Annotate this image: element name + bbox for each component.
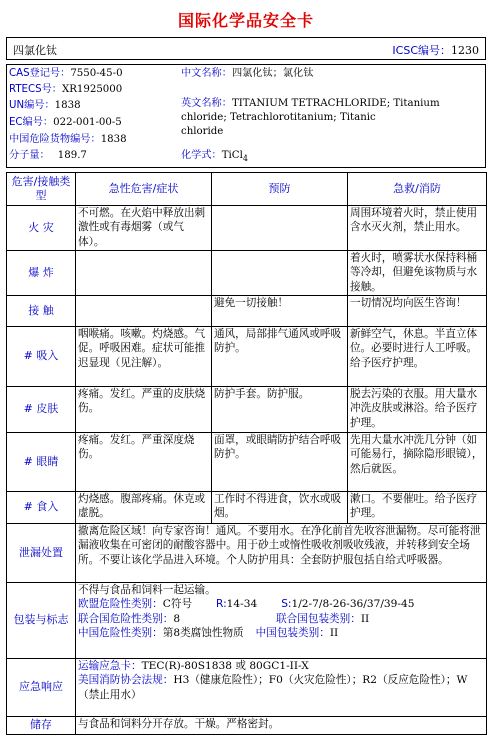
un-class-value: 8: [173, 612, 181, 625]
un-pack-label: 联合国包装类别：: [276, 612, 361, 625]
s-label: S:: [281, 598, 292, 611]
ec-line: [9, 116, 122, 130]
row-prevention: 通风，局部排气通风或呼吸防护。: [212, 327, 348, 387]
nfpa-line: [78, 673, 484, 702]
table-row: [7, 251, 487, 296]
row-prevention: 工作时不得进食，饮水或吸烟。: [212, 492, 348, 524]
rtecs-value: XR1925000: [61, 84, 123, 95]
packaging-label: 包装与标志: [7, 583, 76, 659]
storage-row: [7, 717, 487, 735]
ename-value-1: TITANIUM TETRACHLORIDE; Titanium: [231, 98, 440, 109]
spill-text: 撤离危险区域！向专家咨询！通风。不要用水。在净化前首先收容泄漏物。尽可能将泄漏液收集在可密闭的耐酸容器中。用于砂土或惰性吸收剂吸收残液，并转移到安全场所。不要让该化学品进入环境。个人防护用具：全套防护服包括自给式呼吸器。: [76, 524, 487, 583]
packaging-row: [7, 583, 487, 659]
row-symptom: 疼痛。发红。严重的皮肤烧伤。: [76, 387, 212, 433]
row-aid: 一切情况均向医生咨询！: [348, 296, 487, 327]
cas-label: CAS登记号：: [9, 68, 71, 79]
row-type: # 食入: [7, 492, 76, 524]
row-aid: 先用大量水冲洗几分钟（如可能易行，摘除隐形眼镜），然后就医。: [348, 433, 487, 492]
row-prevention: [212, 206, 348, 251]
emergency-card-value: TEC(R)-80S1838 或 80GC1-II-X: [141, 660, 309, 672]
icsc-label: ICSC编号：: [392, 44, 451, 57]
row-symptom: 灼烧感。腹部疼痛。休克或虚脱。: [76, 492, 212, 524]
hazard-table: [6, 172, 487, 735]
emergency-content: [76, 659, 487, 717]
row-aid: 周围环境着火时，禁止使用含水灭火剂，禁止用水。: [348, 206, 487, 251]
formula-line: [181, 149, 248, 166]
cn-value: 1838: [100, 134, 127, 145]
ename-line-2: chloride; Tetrachlorotitanium; Titanic: [181, 112, 376, 123]
rtecs-label: RTECS号：: [9, 84, 62, 95]
nfpa-label: 美国消防协会法规：: [78, 674, 174, 687]
row-aid: 脱去污染的衣服。用大量水冲洗皮肤或淋浴。给予医疗护理。: [348, 387, 487, 433]
row-symptom: [76, 251, 212, 296]
emergency-row: [7, 659, 487, 717]
cn-line: [9, 133, 127, 147]
header-type: 危害/接触类型: [7, 173, 76, 206]
table-row: [7, 492, 487, 524]
table-row: [7, 206, 487, 251]
cn-pack-value: II: [329, 627, 339, 640]
card-title: 国际化学品安全卡: [177, 11, 314, 30]
packaging-note: 不得与食品和饲料一起运输。: [78, 584, 216, 596]
r-value: 14-34: [226, 598, 258, 611]
row-symptom: 疼痛。发红。严重深度烧伤。: [76, 433, 212, 492]
row-prevention: 面罩，或眼睛防护结合呼吸防护。: [212, 433, 348, 492]
r-label: R:: [216, 598, 227, 611]
cn-label: 中国危险货物编号：: [9, 134, 101, 145]
mw-value: 189.7: [57, 150, 87, 161]
formula-value: TiCl: [221, 150, 243, 161]
mw-label: 分子量：: [9, 150, 50, 161]
row-prevention: [212, 251, 348, 296]
table-row: [7, 296, 487, 327]
emergency-card-label: 运输应急卡：: [78, 660, 142, 672]
mw-line: [9, 149, 87, 163]
table-header-row: [7, 173, 487, 206]
un-pack-value: II: [360, 612, 370, 625]
cn-class-value: 第8类腐蚀性物质: [162, 627, 244, 640]
emergency-label: 应急响应: [7, 659, 76, 717]
s-value: 1/2-7/8-26-36/37/39-45: [291, 598, 415, 611]
header-prevention: 预防: [212, 173, 348, 206]
row-symptom: 不可燃。在火焰中释放出刺激性或有毒烟雾（或气体）。: [76, 206, 212, 251]
ename-line-3: chloride: [181, 126, 224, 137]
formula-subscript: 4: [242, 154, 248, 164]
ec-label: EC编号：: [9, 117, 54, 128]
card-header: [6, 37, 486, 60]
cas-line: [9, 67, 123, 81]
row-aid: 着火时，喷雾状水保持料桶等冷却，但避免该物质与水接触。: [348, 251, 487, 296]
cn-pack-label: 中国包装类别：: [255, 627, 330, 640]
cname-label: 中文名称：: [181, 68, 232, 79]
cn-class-label: 中国危险性类别：: [78, 627, 163, 640]
storage-text: 与食品和饲料分开存放。干燥。严格密封。: [76, 717, 487, 735]
row-prevention: 防护手套。防护服。: [212, 387, 348, 433]
row-type: 接 触: [7, 296, 76, 327]
spill-row: [7, 524, 487, 583]
icsc-value: 1230: [451, 44, 479, 57]
storage-label: 储存: [7, 717, 76, 735]
emergency-card-line: [78, 659, 484, 673]
un-class-label: 联合国危险性类别：: [78, 612, 174, 625]
spill-label: 泄漏处置: [7, 524, 76, 583]
row-type: # 眼睛: [7, 433, 76, 492]
un-label: UN编号：: [9, 100, 55, 111]
eu-class-value: C符号: [162, 598, 193, 611]
icsc-number: [392, 42, 479, 58]
row-symptom: [76, 296, 212, 327]
eu-class-label: 欧盟危险性类别：: [78, 598, 163, 611]
row-aid: 漱口。不要催吐。给予医疗护理。: [348, 492, 487, 524]
header-symptom: 急性危害/症状: [76, 173, 212, 206]
row-type: # 吸入: [7, 327, 76, 387]
cas-value: 7550-45-0: [70, 68, 123, 79]
un-value: 1838: [54, 100, 81, 111]
cname-value: 四氯化钛；氯化钛: [231, 68, 314, 79]
un-line: [9, 99, 81, 113]
table-row: [7, 433, 487, 492]
eu-class-line: [78, 597, 484, 611]
ec-value: 022-001-00-5: [53, 117, 122, 128]
cname-line: [181, 67, 313, 81]
ename-line: [181, 97, 440, 111]
row-type: 爆 炸: [7, 251, 76, 296]
row-symptom: 咽喉痛。咳嗽。灼烧感。气促。呼吸困难。症状可能推迟显现（见注解）。: [76, 327, 212, 387]
identification-block: [6, 64, 486, 168]
row-type: 火 灾: [7, 206, 76, 251]
row-aid: 新鲜空气，休息。半直立体位。必要时进行人工呼吸。给予医疗护理。: [348, 327, 487, 387]
rtecs-line: [9, 83, 122, 97]
cn-class-line: [78, 626, 484, 640]
row-prevention: 避免一切接触！: [212, 296, 348, 327]
ename-label: 英文名称：: [181, 98, 232, 109]
un-class-line: [78, 612, 484, 626]
row-type: # 皮肤: [7, 387, 76, 433]
chemical-name: 四氯化钛: [13, 44, 57, 57]
packaging-content: [76, 583, 487, 659]
nfpa-value: H3（健康危险性）；F0（火灾危险性）；R2（反应危险性）；W（禁止用水）: [78, 674, 468, 701]
formula-label: 化学式：: [181, 150, 222, 161]
table-row: [7, 327, 487, 387]
header-aid: 急救/消防: [348, 173, 487, 206]
table-row: [7, 387, 487, 433]
